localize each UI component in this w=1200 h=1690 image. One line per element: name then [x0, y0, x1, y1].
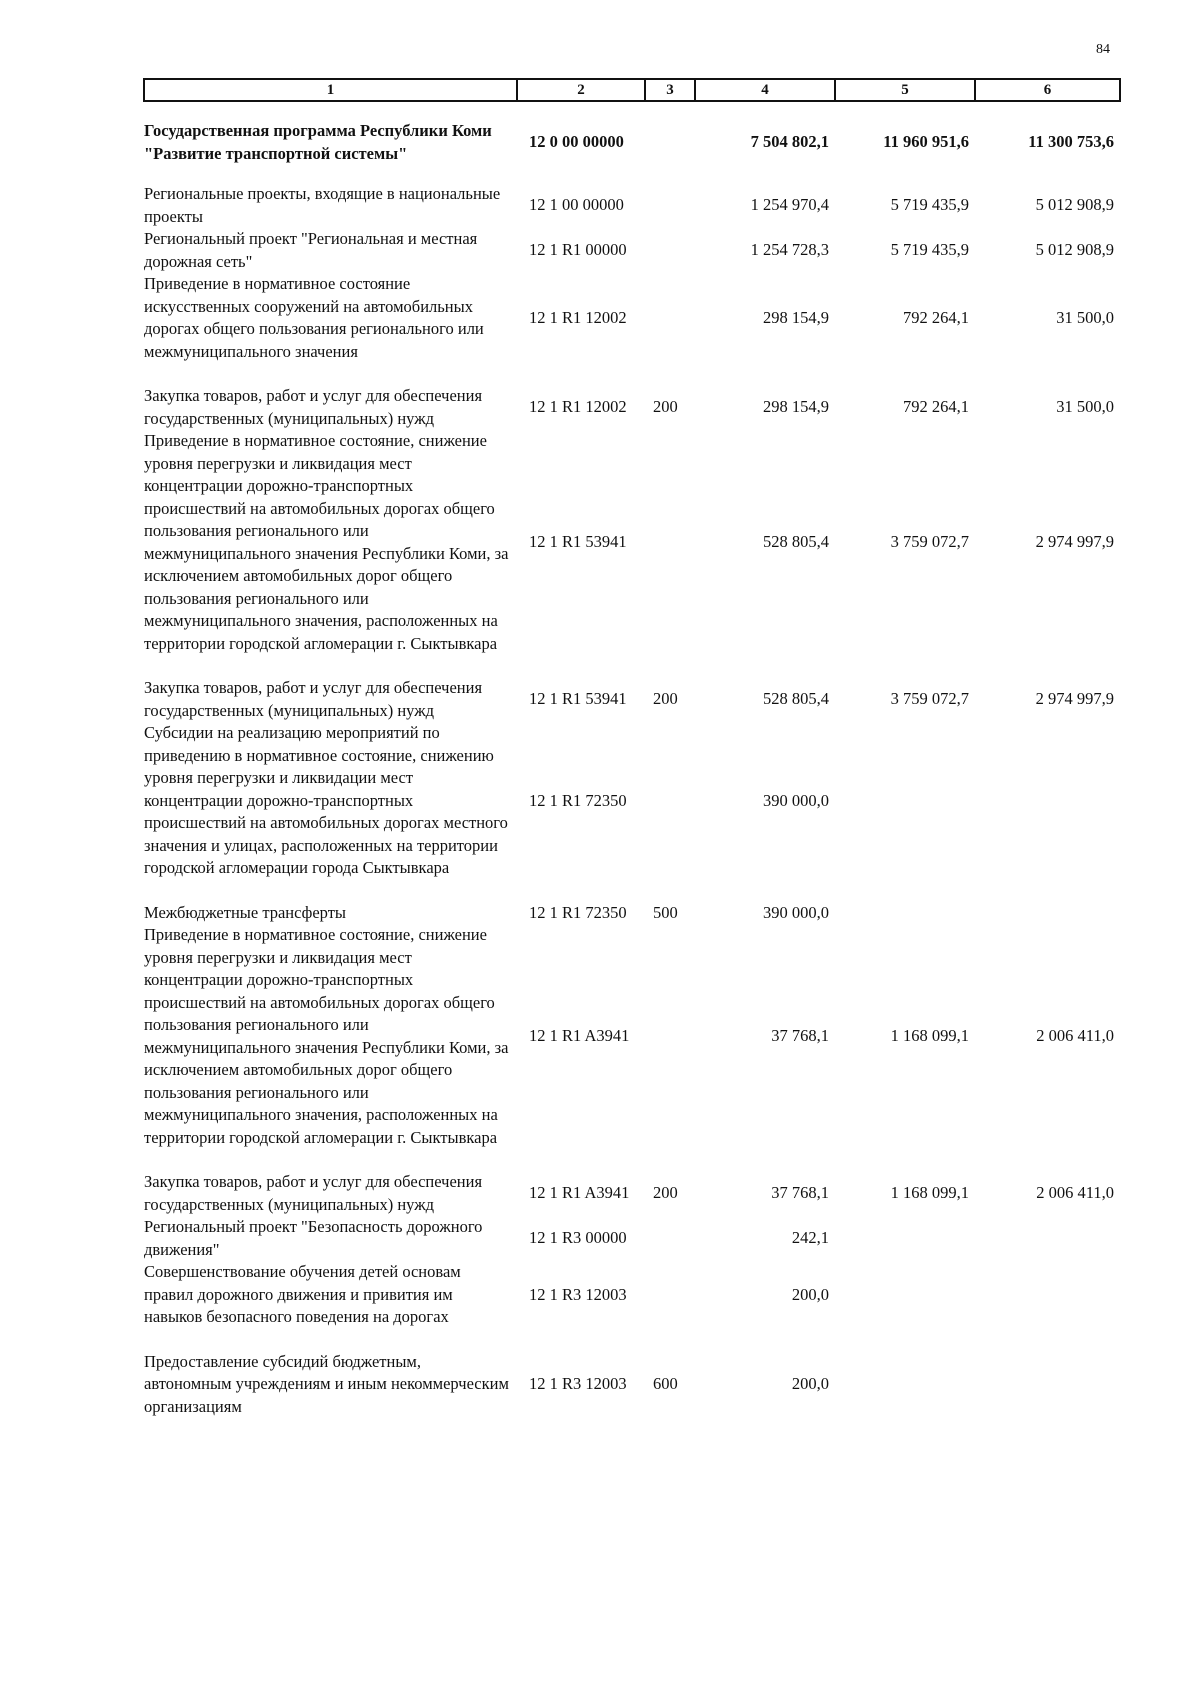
row-expense-type: 200 [653, 397, 678, 417]
page-number: 84 [1096, 42, 1110, 57]
row-expense-type [645, 722, 695, 880]
row-amount-2: 792 264,1 [903, 397, 969, 417]
row-code: 12 1 R1 72350 [529, 790, 627, 810]
table-row [144, 722, 1120, 880]
row-expense-type: 500 [653, 902, 678, 922]
row-amount-1: 242,1 [791, 1228, 829, 1248]
row-amount-3: 31 500,0 [1056, 397, 1114, 417]
row-code: 12 1 R1 53941 [529, 689, 627, 709]
table-row [144, 430, 1120, 655]
row-expense-type: 200 [653, 1183, 678, 1203]
column-header: 1 [144, 79, 517, 101]
row-expense-type [645, 430, 695, 655]
table-row [144, 273, 1120, 363]
table-row [144, 1261, 1120, 1329]
row-amount-2: 1 168 099,1 [890, 1183, 969, 1203]
row-amount-2: 5 719 435,9 [890, 240, 969, 260]
header-row [144, 79, 1120, 101]
table-body [144, 101, 1120, 1418]
row-name: Региональные проекты, входящие в национальные проекты [144, 184, 501, 226]
row-code: 12 1 R1 53941 [529, 532, 627, 552]
row-code: 12 1 R3 12003 [529, 1374, 627, 1393]
row-amount-2 [835, 1351, 975, 1419]
spacer-cell [144, 880, 1120, 902]
row-amount-1: 37 768,1 [771, 1183, 829, 1203]
column-header: 3 [645, 79, 695, 101]
row-code: 12 1 R1 12002 [529, 307, 627, 327]
row-amount-1: 200,0 [791, 1284, 829, 1304]
row-code: 12 1 R3 12003 [529, 1284, 627, 1304]
row-name: Предоставление субсидий бюджетным, автономным учреждениям и иным некоммерческим организациям [144, 1351, 509, 1416]
row-expense-type [645, 101, 695, 183]
row-amount-2: 5 719 435,9 [890, 195, 969, 215]
row-expense-type: 200 [653, 689, 678, 709]
row-amount-3 [975, 1261, 1120, 1329]
row-name: Закупка товаров, работ и услуг для обеспечения государственных (муниципальных) нужд [144, 678, 483, 720]
table-row [144, 385, 1120, 430]
row-expense-type [645, 1261, 695, 1329]
row-amount-3 [975, 1351, 1120, 1419]
row-name: Приведение в нормативное состояние, снижение уровня перегрузки и ликвидация мест концентрации дорожно-транспортных происшествий на автомобильных дорогах общего пользования регионального или межмуниципального значения Республики Коми, за исключением автомобильных дорог общего пользования регионального или межмуниципального значения, расположенных на территории городской агломерации г. Сыктывкара [144, 925, 509, 1147]
row-amount-1: 200,0 [791, 1374, 829, 1393]
row-expense-type: 600 [653, 1374, 678, 1393]
row-amount-1: 1 254 970,4 [750, 195, 829, 215]
row-amount-1: 298 154,9 [763, 397, 829, 417]
row-amount-1: 37 768,1 [771, 1026, 829, 1046]
spacer-cell [144, 1329, 1120, 1351]
table-row [144, 677, 1120, 722]
row-code: 12 1 R1 12002 [529, 397, 627, 417]
table-row [144, 101, 1120, 183]
row-amount-3 [975, 722, 1120, 880]
row-amount-2: 11 960 951,6 [883, 132, 969, 152]
row-name: Государственная программа Республики Коми "Развитие транспортной системы" [144, 121, 492, 163]
row-amount-2 [835, 902, 975, 925]
row-spacer [144, 880, 1120, 902]
row-expense-type [645, 1216, 695, 1261]
row-amount-2: 3 759 072,7 [890, 689, 969, 709]
row-amount-3: 2 006 411,0 [1036, 1026, 1114, 1046]
row-name: Совершенствование обучения детей основам правил дорожного движения и привития им навыков безопасного поведения на дорогах [144, 1262, 461, 1326]
spacer-cell [144, 363, 1120, 385]
row-amount-2 [835, 1261, 975, 1329]
table-row [144, 183, 1120, 228]
row-name: Межбюджетные трансферты [144, 902, 347, 922]
spacer-cell [144, 655, 1120, 677]
row-name: Приведение в нормативное состояние искусственных сооружений на автомобильных дорогах общего пользования регионального или межмуниципального значения [144, 274, 484, 361]
row-amount-2 [835, 722, 975, 880]
row-name: Региональный проект "Безопасность дорожного движения" [144, 1217, 483, 1259]
row-spacer [144, 363, 1120, 385]
column-header: 4 [695, 79, 835, 101]
row-amount-3: 5 012 908,9 [1035, 195, 1114, 215]
row-amount-2: 792 264,1 [903, 307, 969, 327]
column-header: 2 [517, 79, 645, 101]
row-amount-2: 3 759 072,7 [890, 532, 969, 552]
row-expense-type [645, 228, 695, 273]
row-amount-3: 11 300 753,6 [1028, 132, 1114, 152]
row-name: Субсидии на реализацию мероприятий по приведению в нормативное состояние, снижению уровня перегрузки и ликвидации мест концентрации дорожно-транспортных происшествий на автомобильных дорогах местного значения и улицах, расположенных на территории городской агломерации города Сыктывкара [144, 723, 508, 877]
row-code: 12 1 R1 A3941 [529, 1026, 630, 1046]
row-name: Закупка товаров, работ и услуг для обеспечения государственных (муниципальных) нужд [144, 1172, 483, 1214]
column-header: 5 [835, 79, 975, 101]
row-amount-3: 2 974 997,9 [1035, 689, 1114, 709]
row-amount-2 [835, 1216, 975, 1261]
spacer-cell [144, 1149, 1120, 1171]
row-amount-3: 5 012 908,9 [1035, 240, 1114, 260]
row-amount-1: 7 504 802,1 [750, 132, 829, 152]
row-code: 12 1 R1 72350 [529, 902, 627, 922]
row-expense-type [645, 183, 695, 228]
row-spacer [144, 1149, 1120, 1171]
row-amount-1: 1 254 728,3 [750, 240, 829, 260]
row-expense-type [645, 273, 695, 363]
table-row [144, 1216, 1120, 1261]
row-code: 12 1 00 00000 [529, 195, 624, 215]
table-row [144, 228, 1120, 273]
row-name: Закупка товаров, работ и услуг для обеспечения государственных (муниципальных) нужд [144, 386, 483, 428]
row-amount-1: 390 000,0 [763, 902, 829, 922]
row-amount-3: 2 006 411,0 [1036, 1183, 1114, 1203]
row-amount-3 [975, 902, 1120, 925]
row-name: Региональный проект "Региональная и местная дорожная сеть" [144, 229, 478, 271]
table-row [144, 1351, 1120, 1419]
row-spacer [144, 655, 1120, 677]
table-row [144, 1171, 1120, 1216]
row-code: 12 1 R1 A3941 [529, 1183, 630, 1203]
budget-table [143, 78, 1121, 1418]
row-amount-3: 2 974 997,9 [1035, 532, 1114, 552]
row-amount-3: 31 500,0 [1056, 307, 1114, 327]
row-code: 12 1 R1 00000 [529, 240, 627, 260]
table-row [144, 924, 1120, 1149]
row-amount-3 [975, 1216, 1120, 1261]
row-amount-1: 298 154,9 [763, 307, 829, 327]
row-amount-1: 528 805,4 [763, 689, 829, 709]
column-header: 6 [975, 79, 1120, 101]
row-spacer [144, 1329, 1120, 1351]
row-amount-2: 1 168 099,1 [890, 1026, 969, 1046]
row-code: 12 0 00 00000 [529, 132, 624, 152]
row-amount-1: 528 805,4 [763, 532, 829, 552]
row-name: Приведение в нормативное состояние, снижение уровня перегрузки и ликвидация мест концентрации дорожно-транспортных происшествий на автомобильных дорогах общего пользования регионального или межмуниципального значения Республики Коми, за исключением автомобильных дорог общего пользования регионального или межмуниципального значения, расположенных на территории городской агломерации г. Сыктывкара [144, 431, 509, 653]
table-row [144, 902, 1120, 925]
row-expense-type [645, 924, 695, 1149]
row-code: 12 1 R3 00000 [529, 1228, 627, 1248]
row-amount-1: 390 000,0 [763, 790, 829, 810]
